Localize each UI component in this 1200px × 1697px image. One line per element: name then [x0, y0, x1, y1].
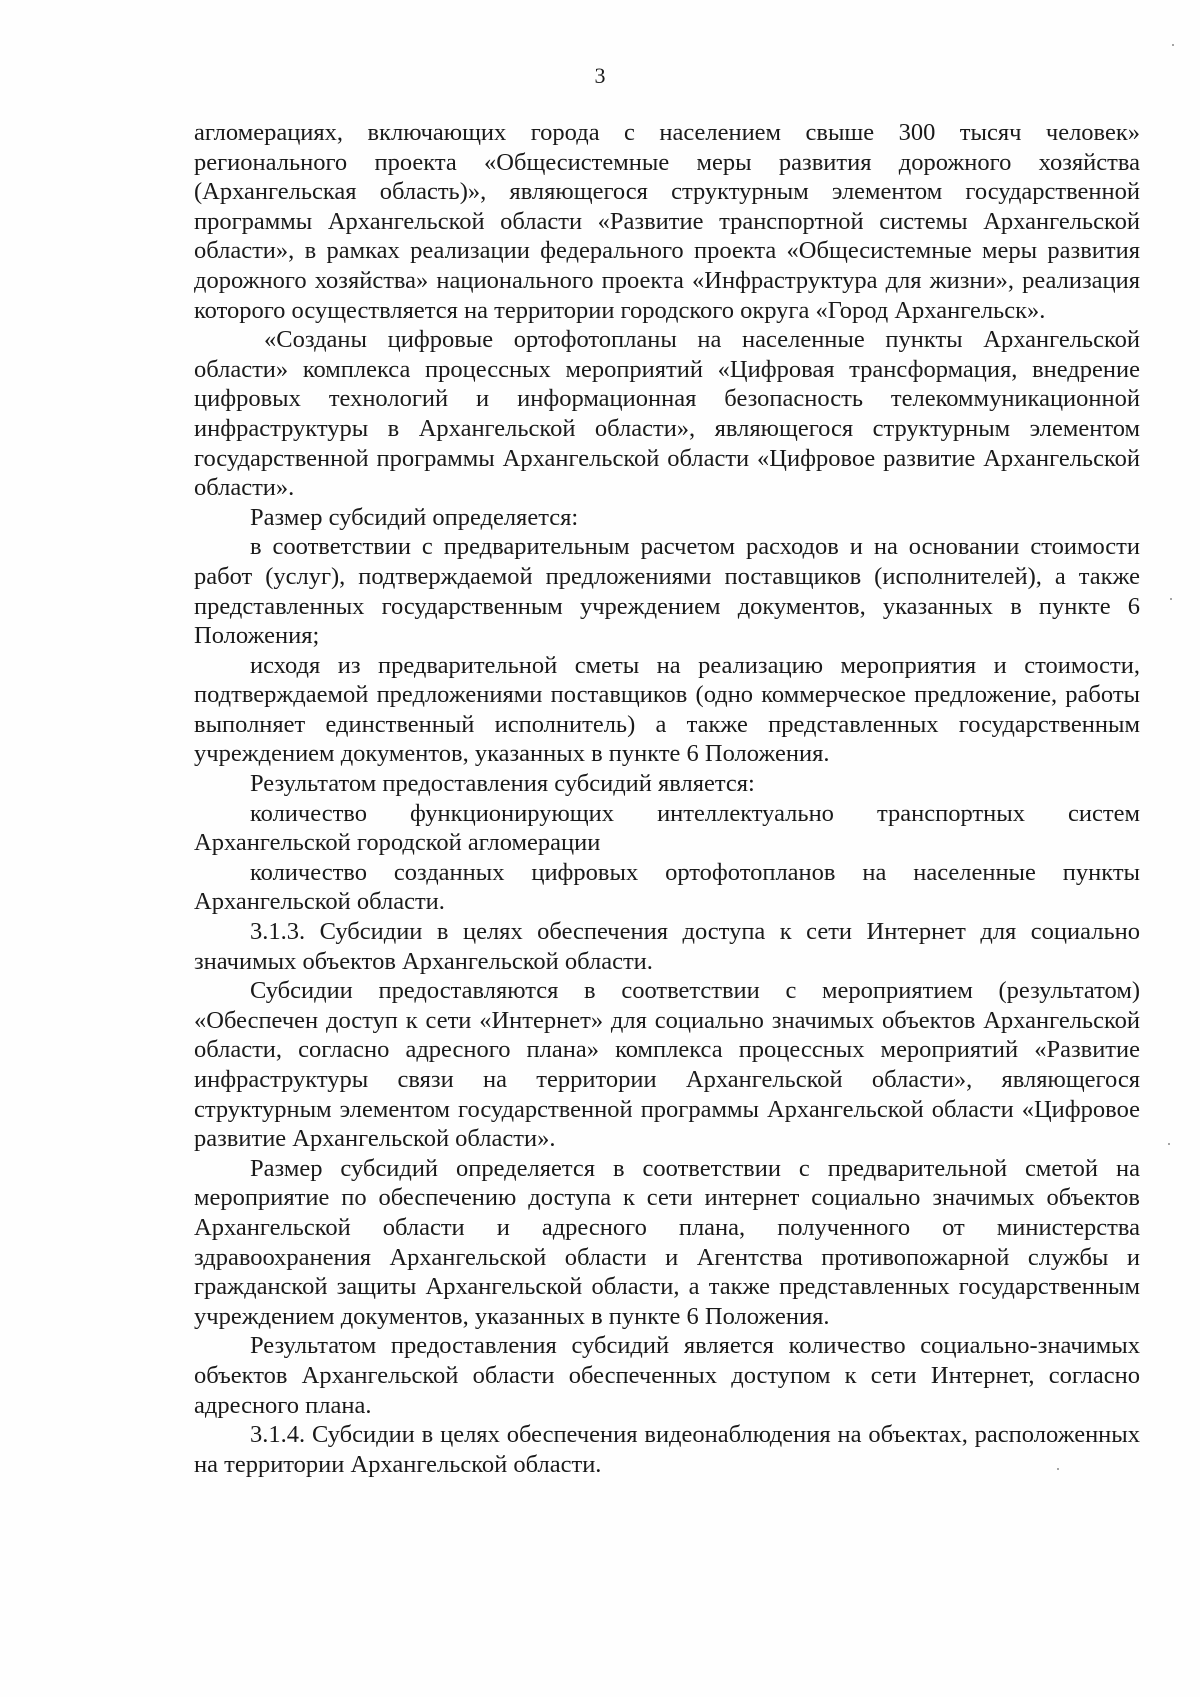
paragraph-13: 3.1.4. Субсидии в целях обеспечения видеонаблюдения на объектах, расположенных на территории Архангельской области. — [194, 1421, 1140, 1478]
paragraph-10: Субсидии предоставляются в соответствии с мероприятием (результатом) «Обеспечен доступ к сети «Интернет» для социально значимых объектов Архангельской области, согласно адресного плана» комплекса процессных мероприятий «Развитие инфраструктуры связи на территории Архангельской области», являющегося структурным элементом государственной программы Архангельской области «Цифровое развитие Архангельской области». — [194, 977, 1140, 1153]
paragraph-9: 3.1.3. Субсидии в целях обеспечения доступа к сети Интернет для социально значимых объектов Архангельской области. — [194, 918, 1140, 975]
paragraph-4: в соответствии с предварительным расчетом расходов и на основании стоимости работ (услуг), подтверждаемой предложениями поставщиков (исполнителей), а также представленных государственным учреждением документов, указанных в пункте 6 Положения; — [194, 533, 1140, 650]
paragraph-2: «Созданы цифровые ортофотопланы на населенные пункты Архангельской области» комплекса процессных мероприятий «Цифровая трансформация, внедрение цифровых технологий и информационная безопасность телекоммуникационной инфраструктуры в Архангельской области», являющегося структурным элементом государственной программы Архангельской области «Цифровое развитие Архангельской области». — [194, 326, 1140, 502]
paragraph-8: количество созданных цифровых ортофотопланов на населенные пункты Архангельской области. — [194, 858, 1140, 916]
paragraph-11: Размер субсидий определяется в соответствии с предварительной сметой на мероприятие по обеспечению доступа к сети интернет социально значимых объектов Архангельской области и адресного плана, полученного от министерства здравоохранения Архангельской области и Агентства противопожарной службы и гражданской защиты Архангельской области, а также представленных государственным учреждением документов, указанных в пункте 6 Положения. — [194, 1154, 1140, 1330]
paragraph-5: исходя из предварительной сметы на реализацию мероприятия и стоимости, подтверждаемой предложениями поставщиков (одно коммерческое предложение, работы выполняет единственный исполнитель) а также представленных государственным учреждением документов, указанных в пункте 6 Положения. — [194, 651, 1140, 768]
scan-speck — [1172, 44, 1174, 46]
scan-speck — [1057, 1468, 1059, 1470]
paragraph-12: Результатом предоставления субсидий является количество социально-значимых объектов Архангельской области обеспеченных доступом к сети Интернет, согласно адресного плана. — [194, 1332, 1140, 1419]
page-number: 3 — [594, 63, 606, 88]
paragraph-6: Результатом предоставления субсидий является: — [250, 770, 755, 798]
paragraph-7: количество функционирующих интеллектуально транспортных систем Архангельской городской агломерации — [194, 799, 1140, 857]
document-body — [194, 118, 1140, 1479]
scan-speck — [1168, 1143, 1170, 1145]
paragraph-1: агломерациях, включающих города с населением свыше 300 тысяч человек» регионального проекта «Общесистемные меры развития дорожного хозяйства (Архангельская область)», являющегося структурным элементом государственной программы Архангельской области «Развитие транспортной системы Архангельской области», в рамках реализации федерального проекта «Общесистемные меры развития дорожного хозяйства» национального проекта «Инфраструктура для жизни», реализация которого осуществляется на территории городского округа «Город Архангельск». — [194, 119, 1140, 324]
paragraph-3: Размер субсидий определяется: — [250, 503, 579, 531]
scan-speck — [1170, 598, 1172, 600]
